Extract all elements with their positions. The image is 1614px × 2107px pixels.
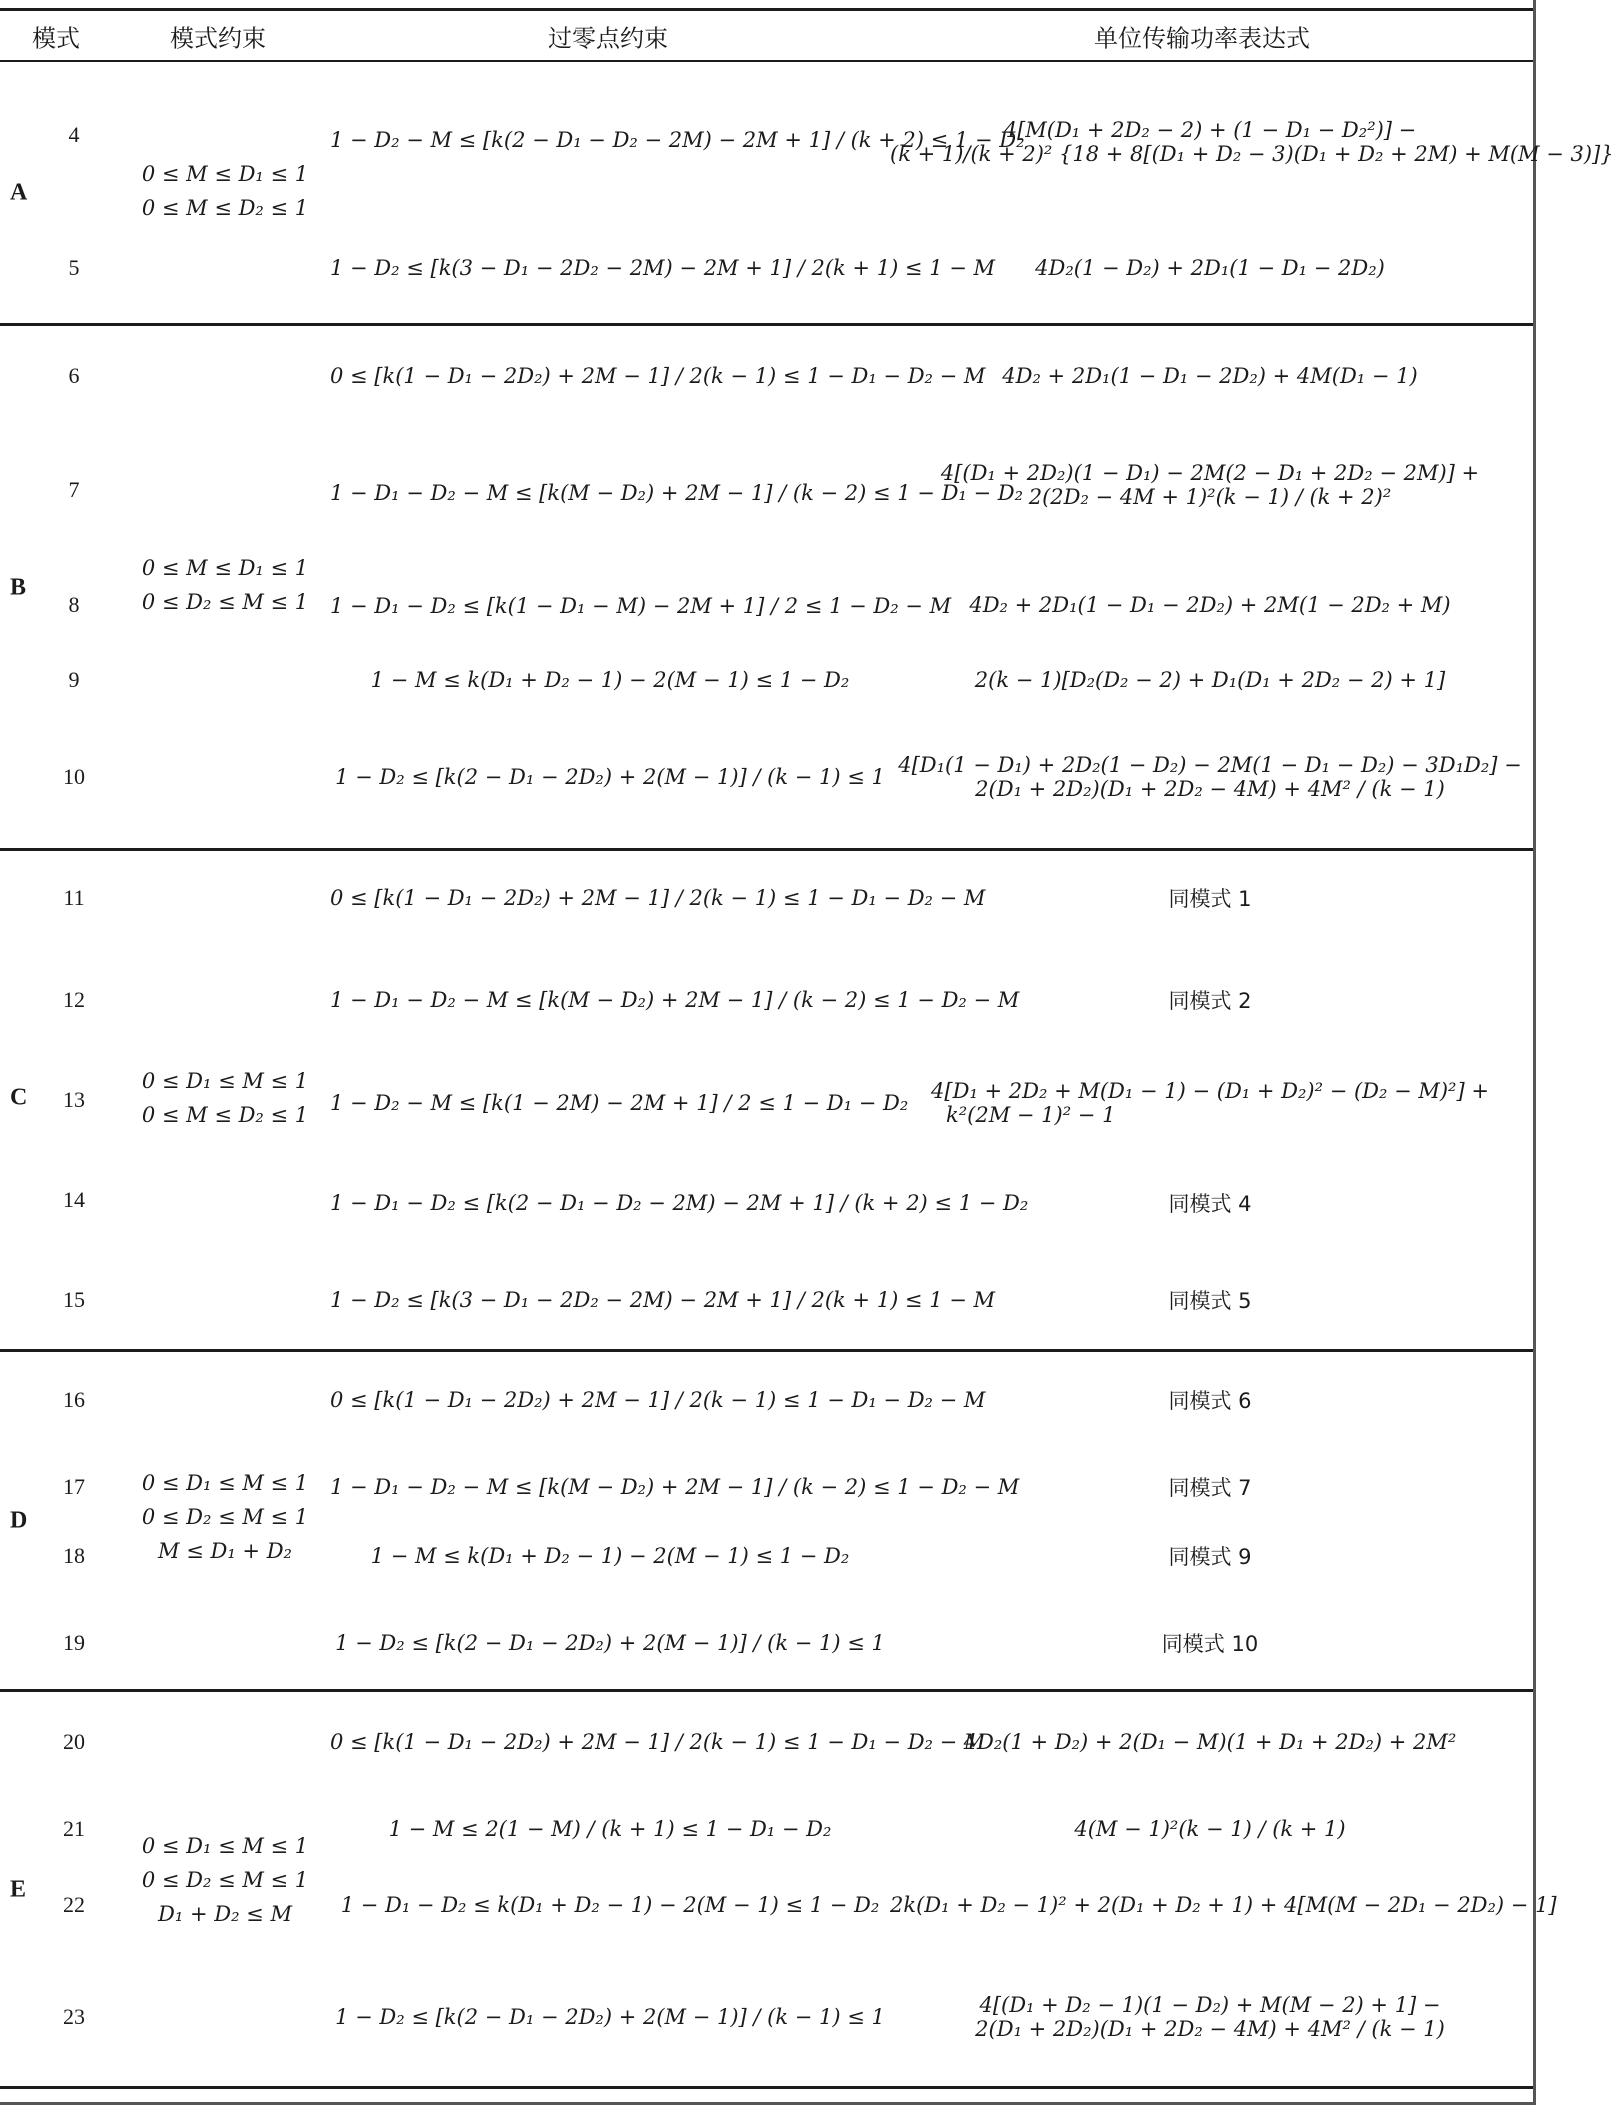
mode-number: 10 [63,764,85,789]
constraint-line: 0 ≤ D₁ ≤ M ≤ 1 [141,1069,309,1093]
power-expression [890,1817,1530,1841]
mode-number: 4 [68,122,80,147]
power-line: 4D₂ + 2D₁(1 − D₁ − 2D₂) + 4M(D₁ − 1) [1002,364,1418,388]
header-rule [0,60,1533,62]
zero-crossing-constraint: 1 − M ≤ k(D₁ + D₂ − 1) − 2(M − 1) ≤ 1 − D₂ [370,668,850,692]
group-divider-d-e [0,1689,1533,1692]
zero-crossing-constraint: 1 − D₂ ≤ [k(2 − D₁ − 2D₂) + 2(M − 1)] / (k − 1) ≤ 1 [335,2005,885,2029]
constraint-line: 0 ≤ D₂ ≤ M ≤ 1 [141,1868,309,1892]
group-label-a: A [10,179,28,206]
power-line: 4[(D₁ + 2D₂)(1 − D₁) − 2M(2 − D₁ + 2D₂ − 2M)] + [940,461,1480,485]
constraint-line: 0 ≤ M ≤ D₂ ≤ 1 [141,196,309,220]
zero-crossing-constraint: 1 − D₁ − D₂ − M ≤ [k(M − D₂) + 2M − 1] / (k − 2) ≤ 1 − D₂ − M [330,1475,1020,1499]
power-expression [890,1472,1530,1502]
power-expression [890,753,1530,801]
power-line: 2(k − 1)[D₂(D₂ − 2) + D₁(D₁ + 2D₂ − 2) + 1] [974,668,1446,692]
group-label-e: E [10,1876,27,1903]
constraint-line: 0 ≤ D₂ ≤ M ≤ 1 [141,590,309,614]
power-expression [890,256,1530,280]
constraint-line: 0 ≤ M ≤ D₁ ≤ 1 [141,162,309,186]
constraint-line: D₁ + D₂ ≤ M [158,1902,292,1926]
zero-crossing-constraint: 1 − D₂ ≤ [k(3 − D₁ − 2D₂ − 2M) − 2M + 1] / 2(k + 1) ≤ 1 − M [330,256,996,280]
power-line: 4D₂(1 + D₂) + 2(D₁ − M)(1 + D₁ + 2D₂) + 2M² [963,1730,1457,1754]
mode-number: 20 [63,1729,85,1754]
power-line: 4[(D₁ + D₂ − 1)(1 − D₂) + M(M − 2) + 1] − [979,1993,1441,2017]
zero-crossing-constraint: 1 − D₂ ≤ [k(3 − D₁ − 2D₂ − 2M) − 2M + 1] / 2(k + 1) ≤ 1 − M [330,1288,996,1312]
power-line: 4D₂(1 − D₂) + 2D₁(1 − D₁ − 2D₂) [1035,256,1385,280]
mode-number: 16 [63,1387,85,1412]
constraint-line: 0 ≤ D₂ ≤ M ≤ 1 [141,1505,309,1529]
power-expression [890,668,1530,692]
power-line: 同模式 1 [1168,887,1252,911]
zero-crossing-constraint: 1 − D₂ − M ≤ [k(2 − D₁ − D₂ − 2M) − 2M + 1] / (k + 2) ≤ 1 − D₂ [330,128,1025,152]
group-divider-a-b [0,323,1533,326]
group-divider-c-d [0,1349,1533,1352]
zero-crossing-constraint: 1 − D₂ ≤ [k(2 − D₁ − 2D₂) + 2(M − 1)] / (k − 1) ≤ 1 [335,1631,885,1655]
mode-constraint-d [130,1466,320,1568]
power-expression [890,1541,1530,1571]
power-expression [890,1385,1530,1415]
mode-number: 21 [63,1816,85,1841]
power-expression [890,1730,1530,1754]
group-label-d: D [10,1507,28,1534]
zero-crossing-constraint: 0 ≤ [k(1 − D₁ − 2D₂) + 2M − 1] / 2(k − 1) ≤ 1 − D₁ − D₂ − M [330,886,986,910]
header-mode: 模式 [32,24,80,53]
power-line: 4[D₁ + 2D₂ + M(D₁ − 1) − (D₁ + D₂)² − (D₂ − M)²] + [931,1079,1489,1103]
header-zero-crossing-constraint: 过零点约束 [548,24,668,53]
constraint-line: M ≤ D₁ + D₂ [158,1539,292,1563]
mode-number: 15 [63,1287,85,1312]
mode-number: 18 [63,1543,85,1568]
power-line: 2k(D₁ + D₂ − 1)² + 2(D₁ + D₂ + 1) + 4[M(M − 2D₁ − 2D₂) − 1] [890,1893,1557,1917]
power-expression [890,985,1530,1015]
power-line: 同模式 4 [1168,1192,1252,1216]
power-line: 2(D₁ + 2D₂)(D₁ + 2D₂ − 4M) + 4M² / (k − 1) [975,777,1445,801]
power-line: 4(M − 1)²(k − 1) / (k + 1) [1074,1817,1346,1841]
power-expression [890,593,1530,617]
constraint-line: 0 ≤ M ≤ D₂ ≤ 1 [141,1103,309,1127]
constraint-line: 0 ≤ D₁ ≤ M ≤ 1 [141,1471,309,1495]
zero-crossing-constraint: 1 − D₁ − D₂ ≤ k(D₁ + D₂ − 1) − 2(M − 1) ≤ 1 − D₂ [340,1893,880,1917]
group-label-b: B [10,574,27,601]
power-expression [890,1079,1530,1127]
header-mode-constraint: 模式约束 [170,24,266,53]
zero-crossing-constraint: 1 − D₂ ≤ [k(2 − D₁ − 2D₂) + 2(M − 1)] / (k − 1) ≤ 1 [335,765,885,789]
mode-constraint-e [130,1829,320,1931]
power-expression [890,1993,1530,2041]
power-expression [890,1893,1557,1917]
header-unit-power-expression: 单位传输功率表达式 [1094,24,1310,53]
power-line: (k + 1)/(k + 2)² {18 + 8[(D₁ + D₂ − 3)(D₁ + D₂ + 2M) + M(M − 3)]} [890,142,1614,166]
power-line: k²(2M − 1)² − 1 [946,1103,1116,1127]
power-line: 4[D₁(1 − D₁) + 2D₂(1 − D₂) − 2M(1 − D₁ − D₂) − 3D₁D₂] − [898,753,1522,777]
power-expression [890,883,1530,913]
zero-crossing-constraint: 1 − D₁ − D₂ − M ≤ [k(M − D₂) + 2M − 1] / (k − 2) ≤ 1 − D₂ − M [330,988,1020,1012]
power-expression [890,1285,1530,1315]
mode-number: 17 [63,1474,85,1499]
mode-number: 5 [68,255,80,280]
table-bottom-rule [0,2086,1533,2089]
constraint-line: 0 ≤ D₁ ≤ M ≤ 1 [141,1834,309,1858]
constraint-line: 0 ≤ M ≤ D₁ ≤ 1 [141,556,309,580]
mode-number: 12 [63,987,85,1012]
power-line: 同模式 2 [1168,989,1252,1013]
mode-number: 9 [68,667,80,692]
mode-number: 23 [63,2004,85,2029]
power-line: 同模式 6 [1168,1389,1252,1413]
zero-crossing-constraint: 1 − D₁ − D₂ ≤ [k(2 − D₁ − D₂ − 2M) − 2M + 1] / (k + 2) ≤ 1 − D₂ [330,1191,1029,1215]
zero-crossing-constraint: 1 − M ≤ k(D₁ + D₂ − 1) − 2(M − 1) ≤ 1 − D₂ [370,1544,850,1568]
mode-number: 7 [68,477,80,502]
zero-crossing-constraint: 0 ≤ [k(1 − D₁ − 2D₂) + 2M − 1] / 2(k − 1) ≤ 1 − D₁ − D₂ − M [330,1388,986,1412]
zero-crossing-constraint: 1 − M ≤ 2(1 − M) / (k + 1) ≤ 1 − D₁ − D₂ [388,1817,832,1841]
power-line: 4D₂ + 2D₁(1 − D₁ − 2D₂) + 2M(1 − 2D₂ + M) [969,593,1451,617]
zero-crossing-constraint: 1 − D₁ − D₂ − M ≤ [k(M − D₂) + 2M − 1] / (k − 2) ≤ 1 − D₁ − D₂ [330,481,1024,505]
zero-crossing-constraint: 1 − D₂ − M ≤ [k(1 − 2M) − 2M + 1] / 2 ≤ 1 − D₁ − D₂ [330,1091,909,1115]
mode-constraint-a [130,157,320,225]
mode-number: 8 [68,592,80,617]
mode-number: 22 [63,1892,85,1917]
power-expression [890,1628,1530,1658]
power-line: 同模式 9 [1168,1545,1252,1569]
power-expression [890,364,1530,388]
mode-number: 6 [68,363,80,388]
zero-crossing-constraint: 1 − D₁ − D₂ ≤ [k(1 − D₁ − M) − 2M + 1] / 2 ≤ 1 − D₂ − M [330,594,952,618]
mode-number: 11 [63,885,85,910]
mode-number: 13 [63,1087,85,1112]
zero-crossing-constraint: 0 ≤ [k(1 − D₁ − 2D₂) + 2M − 1] / 2(k − 1) ≤ 1 − D₁ − D₂ − M [330,1730,986,1754]
power-line: 4[M(D₁ + 2D₂ − 2) + (1 − D₁ − D₂²)] − [1003,118,1417,142]
mode-constraint-b [130,551,320,619]
mode-number: 19 [63,1630,85,1655]
power-expression [890,461,1530,509]
table-top-rule [0,8,1533,11]
power-expression [890,118,1614,166]
power-line: 同模式 10 [1161,1632,1259,1656]
power-expression [890,1188,1530,1218]
power-line: 同模式 5 [1168,1289,1252,1313]
zero-crossing-constraint: 0 ≤ [k(1 − D₁ − 2D₂) + 2M − 1] / 2(k − 1) ≤ 1 − D₁ − D₂ − M [330,364,986,388]
power-line: 同模式 7 [1168,1476,1252,1500]
group-label-c: C [10,1084,28,1111]
group-divider-b-c [0,848,1533,851]
power-line: 2(D₁ + 2D₂)(D₁ + 2D₂ − 4M) + 4M² / (k − 1) [975,2017,1445,2041]
mode-constraint-c [130,1064,320,1132]
mode-number: 14 [63,1187,85,1212]
power-line: 2(2D₂ − 4M + 1)²(k − 1) / (k + 2)² [1028,485,1392,509]
